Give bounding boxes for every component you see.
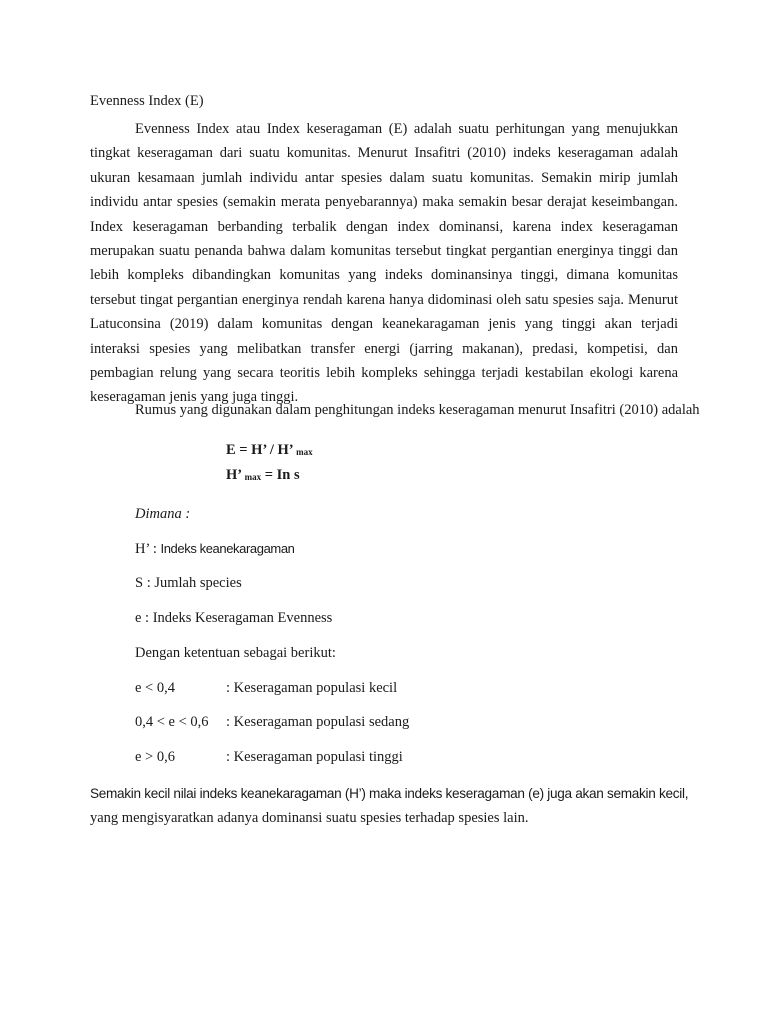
formula-evenness-sub: max: [296, 447, 313, 457]
formula-hmax-sub: max: [244, 472, 262, 482]
definition-s: S : Jumlah species: [135, 575, 242, 591]
closing-paragraph: [90, 782, 690, 831]
closing-line-1: Semakin kecil nilai indeks keanekaragaman (H’) maka indeks keseragaman (e) juga akan semakin kecil,: [90, 786, 689, 801]
conditions-intro: Dengan ketentuan sebagai berikut:: [135, 645, 336, 661]
where-label: Dimana :: [135, 506, 191, 522]
formula-evenness-main: E = H’ / H’: [226, 442, 293, 458]
paragraph-evenness-description: Evenness Index atau Index keseragaman (E) adalah suatu perhitungan yang menujukkan tingkat keseragaman dari suatu komunitas. Menurut Insafitri (2010) indeks keseragaman adalah ukuran kesamaan jumlah individu antar spesies dalam suatu komunitas. Semakin mirip jumlah individu antar spesies (semakin merata penyebarannya) maka semakin besar derajat keseimbangan. Index keseragaman berbanding terbalik dengan index dominansi, karena index keseragaman merupakan suatu penanda bahwa dalam komunitas tersebut tingkat pergantian energinya tinggi dan lebih kompleks dibandingkan komunitas yang indeks dominansinya tinggi, dimana komunitas tersebut tingat pergantian energinya rendah karena hanya didominasi oleh satu spesies saja. Menurut Latuconsina (2019) dalam komunitas dengan keanekaragaman jenis yang tinggi akan terjadi interaksi spesies yang melibatkan transfer energi (jarring makanan), predasi, kompetisi, dan pembagian relung yang secara teoritis lebih kompleks sehingga terjadi kestabilan ekologi karena keseragaman jenis yang juga tinggi.: [90, 121, 678, 406]
definition-h: [135, 539, 295, 559]
closing-line-2: yang mengisyaratkan adanya dominansi suatu spesies terhadap spesies lain.: [90, 810, 529, 827]
condition-desc-low: : Keseragaman populasi kecil: [226, 680, 398, 696]
formula-intro: Rumus yang digunakan dalam penghitungan indeks keseragaman menurut Insafitri (2010) adalah: [135, 402, 700, 418]
section-heading: Evenness Index (E): [90, 93, 204, 109]
definition-h-symbol: H’ :: [135, 541, 157, 557]
condition-range-mid: 0,4 < e < 0,6: [135, 714, 209, 730]
condition-desc-mid: : Keseragaman populasi sedang: [226, 714, 410, 730]
condition-range-low: e < 0,4: [135, 680, 175, 696]
definition-h-text: Indeks keanekaragaman: [160, 541, 295, 556]
formula-evenness: [226, 440, 313, 462]
condition-range-high: e > 0,6: [135, 749, 175, 765]
definition-e: e : Indeks Keseragaman Evenness: [135, 610, 333, 626]
condition-desc-high: : Keseragaman populasi tinggi: [226, 749, 403, 765]
formula-hmax-main: H’: [226, 467, 242, 483]
formula-hmax-rest: = In s: [264, 467, 300, 483]
formula-hmax: [226, 465, 300, 487]
